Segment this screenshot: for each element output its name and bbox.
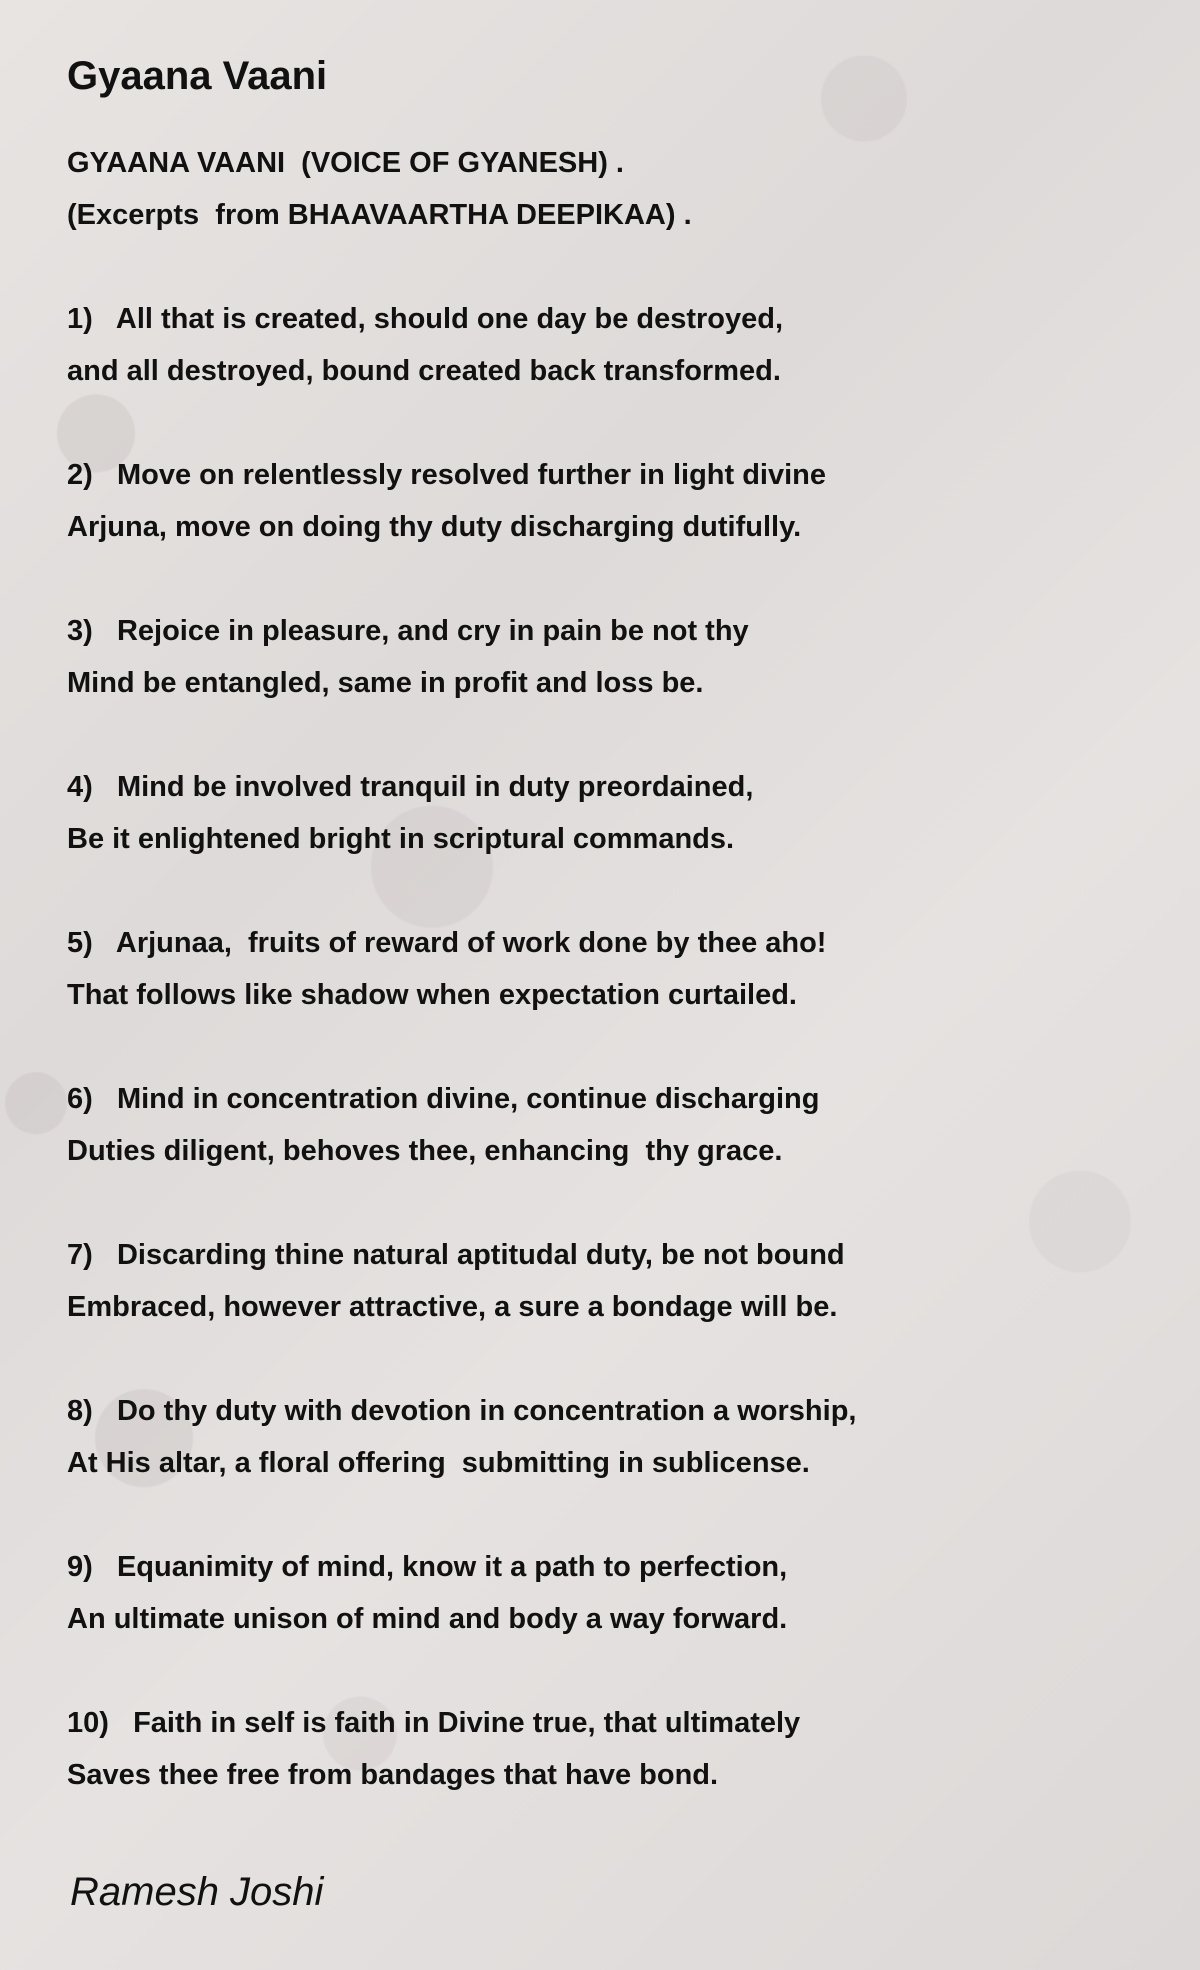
stanza-line: 8) Do thy duty with devotion in concentration a worship, bbox=[67, 1395, 857, 1427]
stanza-line: Be it enlightened bright in scriptural commands. bbox=[67, 823, 735, 855]
stanza-line: 1) All that is created, should one day be destroyed, bbox=[67, 303, 784, 335]
intro-line: (Excerpts from BHAAVAARTHA DEEPIKAA) . bbox=[67, 199, 692, 231]
stanza-line: 5) Arjunaa, fruits of reward of work done by thee aho! bbox=[67, 927, 827, 959]
stanza-line: Mind be entangled, same in profit and loss be. bbox=[67, 667, 704, 699]
stanza-line: That follows like shadow when expectation curtailed. bbox=[67, 979, 797, 1011]
poem-container bbox=[67, 52, 1147, 1801]
stanza-1 bbox=[67, 293, 1147, 397]
stanza-3 bbox=[67, 605, 1147, 709]
stanza-line: 3) Rejoice in pleasure, and cry in pain be not thy bbox=[67, 615, 749, 647]
poem-title: Gyaana Vaani bbox=[67, 54, 328, 98]
stanza-line: 10) Faith in self is faith in Divine true, that ultimately bbox=[67, 1707, 801, 1739]
stanza-line: 6) Mind in concentration divine, continue discharging bbox=[67, 1083, 820, 1115]
stanza-line: and all destroyed, bound created back transformed. bbox=[67, 355, 781, 387]
stanza-line: Embraced, however attractive, a sure a bondage will be. bbox=[67, 1291, 838, 1323]
stanza-line: Arjuna, move on doing thy duty discharging dutifully. bbox=[67, 511, 802, 543]
stanza-line: Saves thee free from bandages that have bond. bbox=[67, 1759, 719, 1791]
intro-line: GYAANA VAANI (VOICE OF GYANESH) . bbox=[67, 147, 624, 179]
stanza-9 bbox=[67, 1541, 1147, 1645]
stanza-line: 9) Equanimity of mind, know it a path to perfection, bbox=[67, 1551, 788, 1583]
poem-author: Ramesh Joshi bbox=[70, 1870, 324, 1914]
stanza-line: Duties diligent, behoves thee, enhancing thy grace. bbox=[67, 1135, 783, 1167]
stanza-line: 4) Mind be involved tranquil in duty preordained, bbox=[67, 771, 754, 803]
stanza-line: 2) Move on relentlessly resolved further in light divine bbox=[67, 459, 827, 491]
stanza-4 bbox=[67, 761, 1147, 865]
poem-intro bbox=[67, 137, 1147, 241]
stanza-line: 7) Discarding thine natural aptitudal duty, be not bound bbox=[67, 1239, 845, 1271]
stanza-8 bbox=[67, 1385, 1147, 1489]
stanza-2 bbox=[67, 449, 1147, 553]
stanza-7 bbox=[67, 1229, 1147, 1333]
stanza-5 bbox=[67, 917, 1147, 1021]
stanza-line: An ultimate unison of mind and body a way forward. bbox=[67, 1603, 788, 1635]
stanza-6 bbox=[67, 1073, 1147, 1177]
stanza-line: At His altar, a floral offering submitting in sublicense. bbox=[67, 1447, 810, 1479]
stanza-10 bbox=[67, 1697, 1147, 1801]
